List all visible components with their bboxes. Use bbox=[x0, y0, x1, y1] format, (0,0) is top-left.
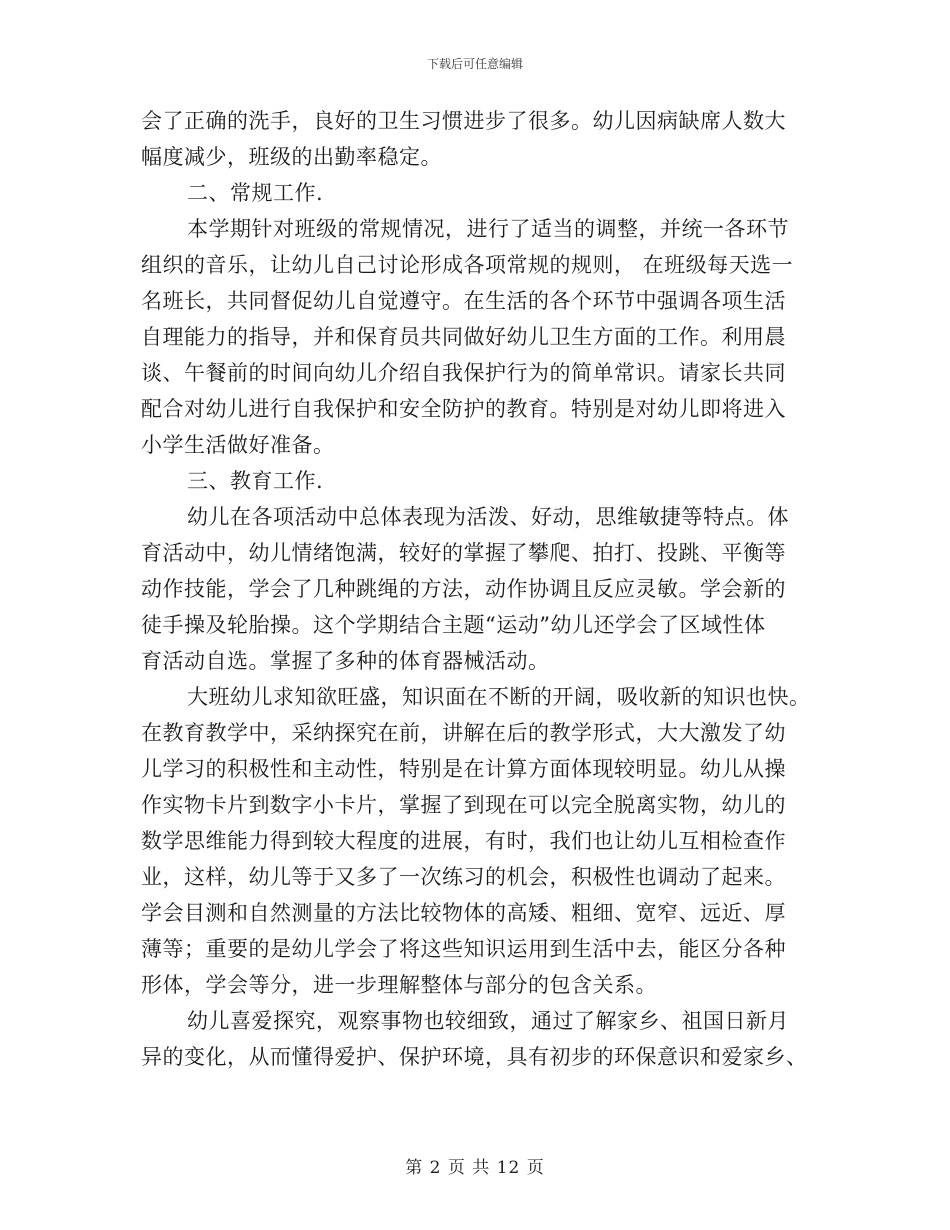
text-line: 组织的音乐，让幼儿自己讨论形成各项常规的规则， 在班级每天选一 bbox=[141, 253, 794, 277]
text-line: 业，这样，幼儿等于又多了一次练习的机会，积极性也调动了起来。 bbox=[141, 865, 786, 889]
text-line: 在教育教学中，采纳探究在前，讲解在后的教学形式，大大激发了幼 bbox=[141, 721, 786, 745]
page-header: 下载后可任意编辑 bbox=[426, 57, 523, 71]
text-line: 幼儿喜爱探究，观察事物也较细致，通过了解家乡、祖国日新月 bbox=[187, 1009, 789, 1033]
text-line: 三、教育工作. bbox=[187, 469, 324, 493]
text-line: 数学思维能力得到较大程度的进展，有时，我们也让幼儿互相检查作 bbox=[141, 829, 786, 853]
text-line: 异的变化，从而懂得爱护、保护环境，具有初步的环保意识和爱家乡、 bbox=[141, 1045, 808, 1069]
text-line: 自理能力的指导，并和保育员共同做好幼儿卫生方面的工作。利用晨 bbox=[141, 325, 786, 349]
text-line: 儿学习的积极性和主动性，特别是在计算方面体现较明显。幼儿从操 bbox=[141, 757, 786, 781]
text-line: 谈、午餐前的时间向幼儿介绍自我保护行为的简单常识。请家长共同 bbox=[141, 361, 786, 385]
text-line: 形体，学会等分，进一步理解整体与部分的包含关系。 bbox=[141, 973, 657, 997]
text-line: 幅度减少，班级的出勤率稳定。 bbox=[141, 145, 442, 169]
text-line: 小学生活做好准备。 bbox=[141, 433, 335, 457]
text-line: 大班幼儿求知欲旺盛，知识面在不断的开阔，吸收新的知识也快。 bbox=[187, 685, 811, 709]
text-line: 二、常规工作. bbox=[187, 181, 324, 205]
text-line: 配合对幼儿进行自我保护和安全防护的教育。特别是对幼儿即将进入 bbox=[141, 397, 786, 421]
document-body bbox=[141, 103, 813, 1075]
text-line: 学会目测和自然测量的方法比较物体的高矮、粗细、宽窄、远近、厚 bbox=[141, 901, 786, 925]
text-line: 名班长，共同督促幼儿自觉遵守。在生活的各个环节中强调各项生活 bbox=[141, 289, 786, 313]
page-footer-page-number: 第 2 页 共 12 页 bbox=[405, 1158, 545, 1178]
text-line: 育活动自选。掌握了多种的体育器械活动。 bbox=[141, 649, 550, 673]
text-line: 幼儿在各项活动中总体表现为活泼、好动，思维敏捷等特点。体 bbox=[187, 505, 789, 529]
text-line: 作实物卡片到数字小卡片，掌握了到现在可以完全脱离实物，幼儿的 bbox=[141, 793, 786, 817]
text-line: 动作技能，学会了几种跳绳的方法，动作协调且反应灵敏。学会新的 bbox=[141, 577, 786, 601]
text-line: 会了正确的洗手，良好的卫生习惯进步了很多。幼儿因病缺席人数大 bbox=[141, 109, 786, 133]
text-line: 育活动中，幼儿情绪饱满，较好的掌握了攀爬、拍打、投跳、平衡等 bbox=[141, 541, 786, 565]
text-line: 徒手操及轮胎操。这个学期结合主题“运动”幼儿还学会了区域性体 bbox=[141, 613, 766, 637]
text-line: 本学期针对班级的常规情况，进行了适当的调整，并统一各环节 bbox=[187, 217, 789, 241]
text-line: 薄等；重要的是幼儿学会了将这些知识运用到生活中去，能区分各种 bbox=[141, 937, 786, 961]
